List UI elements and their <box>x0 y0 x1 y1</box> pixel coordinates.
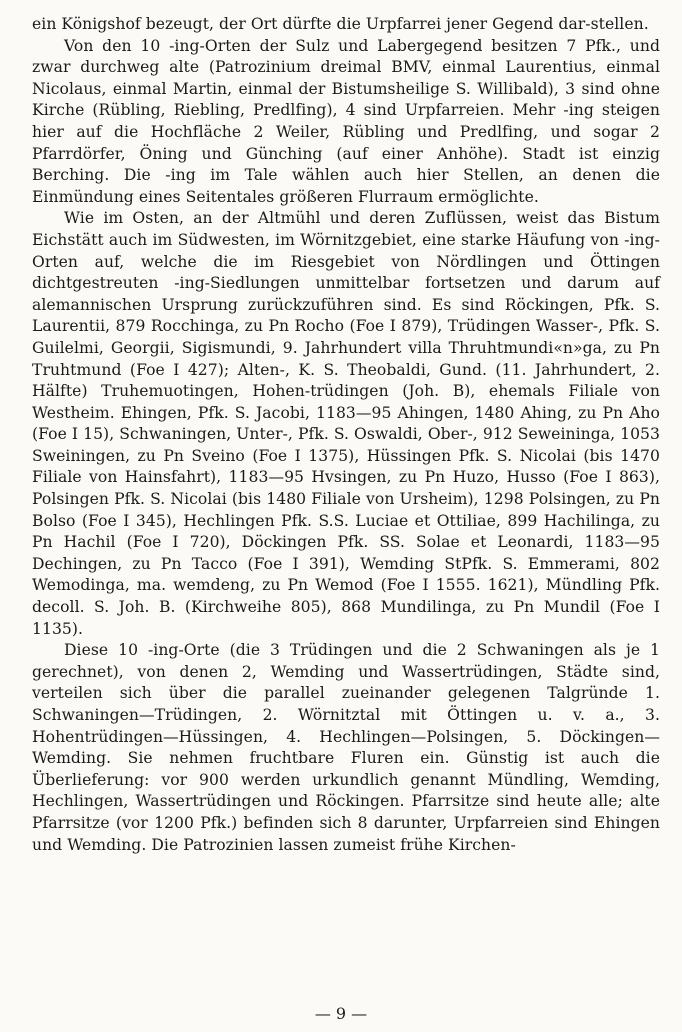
paragraph-4: Diese 10 -ing-Orte (die 3 Trüdingen und die 2 Schwaningen als je 1 gerechnet), von denen 2, Wemding und Wassertrüdingen, Städte sind, verteilen sich über die parallel zueinander gelegenen Talgründe 1. Schwaningen—Trüdingen, 2. Wörnitztal mit Öttingen u. v. a., 3. Hohentrüdingen—Hüssingen, 4. Hechlingen—Polsingen, 5. Döckingen—Wemding. Sie nehmen fruchtbare Fluren ein. Günstig ist auch die Überlieferung: vor 900 werden urkundlich genannt Mündling, Wemding, Hechlingen, Wassertrüdingen und Röckingen. Pfarrsitze sind heute alle; alte Pfarrsitze (vor 1200 Pfk.) befinden sich 8 darunter, Urpfarreien sind Ehingen und Wemding. Die Patrozinien lassen zumeist frühe Kirchen- <box>32 641 660 854</box>
page-number: — 9 — <box>314 1004 368 1023</box>
paragraph-2: Von den 10 -ing-Orten der Sulz und Labergegend besitzen 7 Pfk., und zwar durchweg alte (Patrozinium dreimal BMV, einmal Laurentius, einmal Nicolaus, einmal Martin, einmal der Bistumsheilige S. Willibald), 3 sind ohne Kirche (Rübling, Riebling, Predlfing), 4 sind Urpfarreien. Mehr -ing steigen hier auf die Hochfläche 2 Weiler, Rübling und Predlfing, und sogar 2 Pfarrdörfer, Öning und Günching (auf einer Anhöhe). Stadt ist einzig Berching. Die -ing im Tale wählen auch hier Stellen, an denen die Einmündung eines Seitentales größeren Flurraum ermöglichte. <box>32 36 660 206</box>
paragraph-1: ein Königshof bezeugt, der Ort dürfte die Urpfarrei jener Gegend dar-stellen. <box>32 15 649 33</box>
paragraph-3: Wie im Osten, an der Altmühl und deren Zuflüssen, weist das Bistum Eichstätt auch im Südwesten, im Wörnitzgebiet, eine starke Häufung von -ing-Orten auf, welche die im Riesgebiet von Nördlingen und Öttingen dichtgestreuten -ing-Siedlungen unmittelbar fortsetzen und darum auf alemannischen Ursprung zurückzuführen sind. Es sind Röckingen, Pfk. S. Laurentii, 879 Rocchinga, zu Pn Rocho (Foe I 879), Trüdingen Wasser-, Pfk. S. Guilelmi, Georgii, Sigismundi, 9. Jahrhundert villa Thruhtmundi«n»ga, zu Pn Truhtmund (Foe I 427); Alten-, K. S. Theobaldi, Gund. (11. Jahrhundert, 2. Hälfte) Truhemuotingen, Hohen-trüdingen (Joh. B), ehemals Filiale von Westheim. Ehingen, Pfk. S. Jacobi, 1183—95 Ahingen, 1480 Ahing, zu Pn Aho (Foe I 15), Schwaningen, Unter-, Pfk. S. Oswaldi, Ober-, 912 Seweininga, 1053 Sweiningen, zu Pn Sveino (Foe I 1375), Hüssingen Pfk. S. Nicolai (bis 1470 Filiale von Hainsfahrt), 1183—95 Hvsingen, zu Pn Huzo, Husso (Foe I 863), Polsingen Pfk. S. Nicolai (bis 1480 Filiale von Ursheim), 1298 Polsingen, zu Pn Bolso (Foe I 345), Hechlingen Pfk. S.S. Luciae et Ottiliae, 899 Hachilinga, zu Pn Hachil (Foe I 720), Döckingen Pfk. SS. Solae et Leonardi, 1183—95 Dechingen, zu Pn Tacco (Foe I 391), Wemding StPfk. S. Emmerami, 802 Wemodinga, ma. wemdeng, zu Pn Wemod (Foe I 1555. 1621), Mündling Pfk. decoll. S. Joh. B. (Kirchweihe 805), 868 Mundilinga, zu Pn Mundil (Foe I 1135). <box>32 209 660 638</box>
